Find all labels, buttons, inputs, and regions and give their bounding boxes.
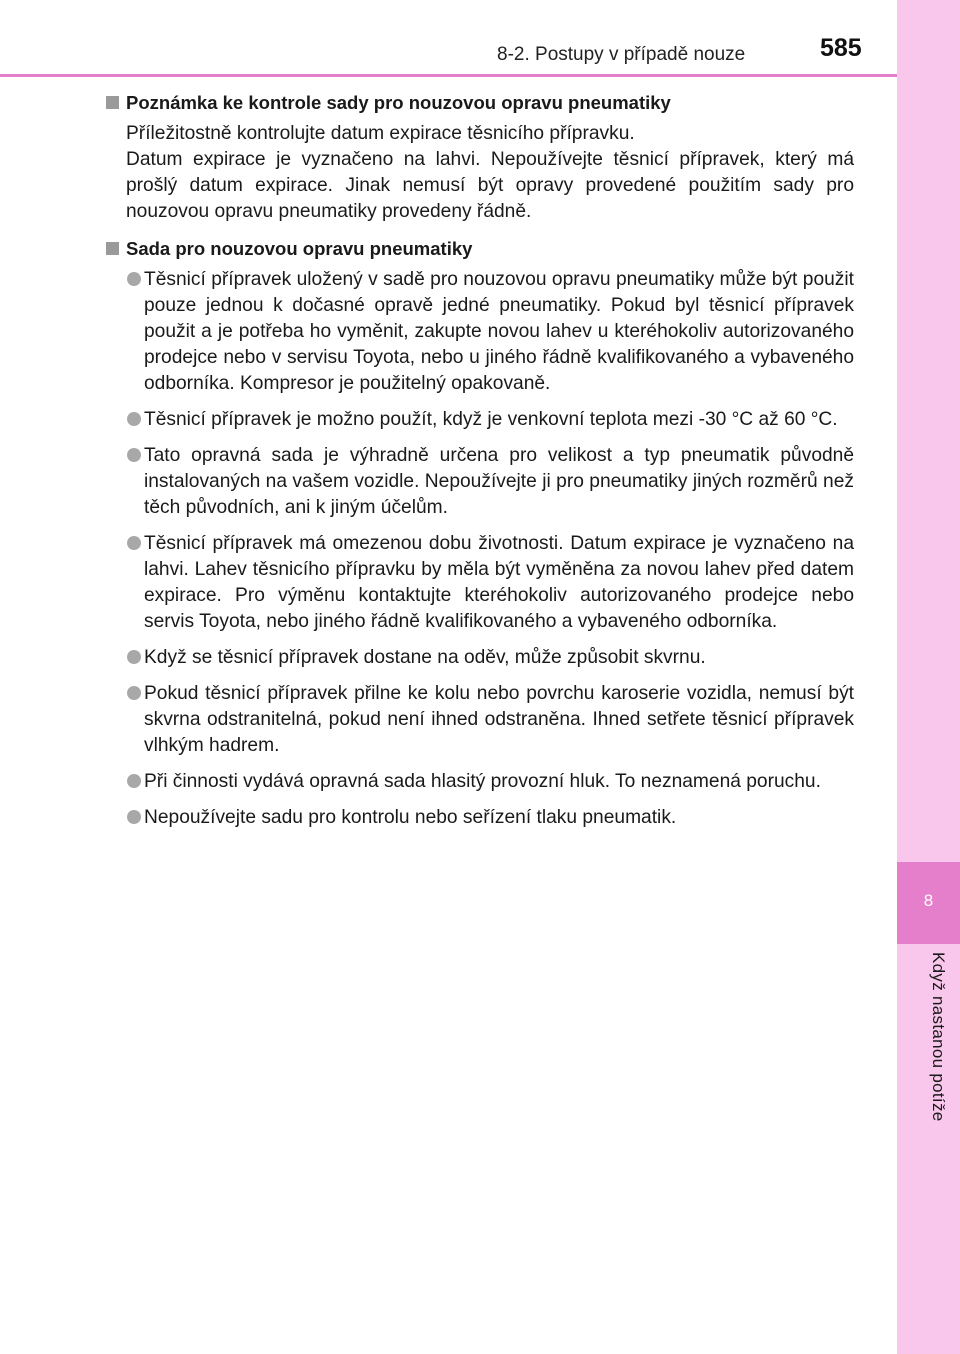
list-item-text: Při činnosti vydává opravná sada hlasitý provozní hluk. To neznamená poruchu.	[144, 771, 821, 792]
section-heading	[106, 90, 854, 116]
circle-bullet-icon	[127, 272, 141, 286]
square-bullet-icon	[106, 96, 119, 109]
section-heading-text: Sada pro nouzovou opravu pneumatiky	[126, 238, 473, 259]
paragraph: Příležitostně kontrolujte datum expirace těsnicího přípravku.	[126, 123, 635, 144]
circle-bullet-icon	[127, 774, 141, 788]
circle-bullet-icon	[127, 810, 141, 824]
list-item	[106, 645, 854, 671]
list-item-text: Těsnicí přípravek je možno použít, když je venkovní teplota mezi -30 °C až 60 °C.	[144, 409, 838, 430]
list-item-text: Tato opravná sada je výhradně určena pro velikost a typ pneumatik původně instalovaných na vašem vozidle. Nepoužívejte ji pro pneumatiky jiných rozměrů než těch původních, ani k jiným účelům.	[144, 445, 854, 518]
list-item	[106, 805, 854, 831]
list-item-text: Když se těsnicí přípravek dostane na oděv, může způsobit skvrnu.	[144, 647, 706, 668]
circle-bullet-icon	[127, 686, 141, 700]
list-item	[106, 407, 854, 433]
circle-bullet-icon	[127, 536, 141, 550]
list-item-text: Pokud těsnicí přípravek přilne ke kolu nebo povrchu karoserie vozidla, nemusí být skvrna odstranitelná, pokud není ihned odstraněna. Ihned setřete těsnicí přípravek vlhkým hadrem.	[144, 683, 854, 756]
list-item	[106, 443, 854, 521]
list-item-text: Nepoužívejte sadu pro kontrolu nebo seřízení tlaku pneumatik.	[144, 807, 677, 828]
page-number: 585	[820, 34, 862, 62]
header-rule	[0, 74, 897, 77]
page-content	[106, 90, 854, 841]
list-item	[106, 769, 854, 795]
list-item	[106, 267, 854, 397]
section-heading	[106, 236, 854, 262]
section-heading-text: Poznámka ke kontrole sady pro nouzovou opravu pneumatiky	[126, 92, 671, 113]
square-bullet-icon	[106, 242, 119, 255]
list-item	[106, 531, 854, 635]
list-item	[106, 681, 854, 759]
paragraph: Datum expirace je vyznačeno na lahvi. Nepoužívejte těsnicí přípravek, který má prošlý datum expirace. Jinak nemusí být opravy provedené použitím sady pro nouzovou opravu pneumatiky provedeny řádně.	[126, 149, 854, 222]
chapter-number-tab[interactable]: 8	[897, 862, 960, 944]
circle-bullet-icon	[127, 448, 141, 462]
bullet-list	[106, 267, 854, 831]
list-item-text: Těsnicí přípravek má omezenou dobu životnosti. Datum expirace je vyznačeno na lahvi. Lahev těsnicího přípravku by měla být vyměněna za novou lahev před datem expirace. Pro výměnu kontaktujte kteréhokoliv autorizovaného prodejce nebo servis Toyota, nebo jiného řádně kvalifikovaného a vybaveného odborníka.	[144, 533, 854, 632]
chapter-title: Když nastanou potíže	[929, 952, 948, 1122]
circle-bullet-icon	[127, 650, 141, 664]
side-tab	[897, 0, 960, 1354]
circle-bullet-icon	[127, 412, 141, 426]
list-item-text: Těsnicí přípravek uložený v sadě pro nouzovou opravu pneumatiky může být použit pouze jednou k dočasné opravě jedné pneumatiky. Pokud byl těsnicí přípravek použit a je potřeba ho vyměnit, zakupte novou lahev u kteréhokoliv autorizovaného prodejce nebo v servisu Toyota, nebo u jiného řádně kvalifikovaného a vybaveného odborníka. Kompresor je použitelný opakovaně.	[144, 269, 854, 394]
section-label: 8-2. Postupy v případě nouze	[497, 44, 746, 65]
